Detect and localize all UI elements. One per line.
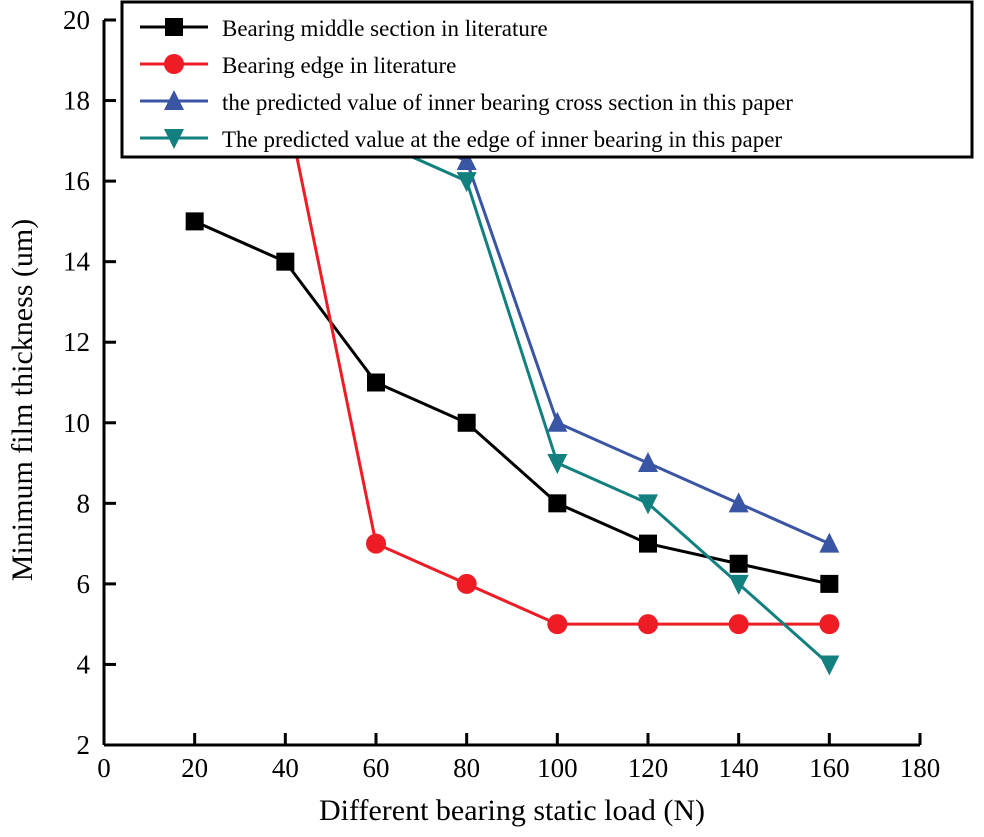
data-point-marker [547,412,567,432]
x-tick-label: 20 [181,753,209,783]
data-point-marker [547,614,567,634]
data-point-marker [639,535,657,553]
x-tick-label: 180 [899,753,941,783]
legend-item-3 [140,127,782,152]
x-tick-label: 0 [97,753,111,783]
x-tick-label: 100 [537,753,578,783]
data-point-marker [548,494,566,512]
x-axis-title: Different bearing static load (N) [319,794,705,827]
data-point-marker [457,574,477,594]
y-tick-label: 2 [76,730,90,760]
x-tick-label: 140 [718,753,759,783]
data-point-marker [186,212,204,230]
legend-label: Bearing edge in literature [222,53,457,78]
data-point-marker [367,374,385,392]
data-point-marker [729,492,749,512]
data-point-marker [819,533,839,553]
x-tick-label: 160 [809,753,850,783]
data-point-marker [458,414,476,432]
data-point-marker [366,534,386,554]
y-tick-label: 6 [76,568,90,599]
x-axis-ticks [97,733,940,783]
legend-item-2 [140,90,793,115]
data-point-marker [638,452,658,472]
y-tick-label: 14 [63,246,90,277]
y-tick-label: 8 [76,488,90,519]
legend-label: The predicted value at the edge of inner bearing in this paper [222,127,783,152]
x-tick-label: 120 [627,753,669,783]
data-point-marker [819,655,839,675]
legend-label: the predicted value of inner bearing cross section in this paper [222,90,793,115]
y-tick-label: 16 [63,166,90,197]
series-line [195,221,830,584]
data-point-marker [638,614,658,634]
data-point-marker [820,575,838,593]
data-point-marker [164,54,184,74]
y-tick-label: 4 [76,649,90,680]
data-point-marker [729,614,749,634]
y-tick-label: 20 [63,5,90,35]
data-point-marker [547,454,567,474]
x-tick-label: 80 [453,753,481,783]
y-axis-ticks [63,5,116,760]
legend-label: Bearing middle section in literature [222,16,548,41]
data-point-marker [276,253,294,271]
x-tick-label: 40 [271,753,299,783]
data-point-marker [730,555,748,573]
data-point-marker [819,614,839,634]
x-tick-label: 60 [362,753,390,783]
y-tick-label: 12 [63,327,90,358]
y-tick-label: 18 [63,85,90,116]
series-0 [186,212,839,593]
data-point-marker [165,18,183,36]
y-tick-label: 10 [63,407,90,438]
chart-legend [122,2,972,157]
y-axis-title: Minimum film thickness (um) [6,218,39,582]
